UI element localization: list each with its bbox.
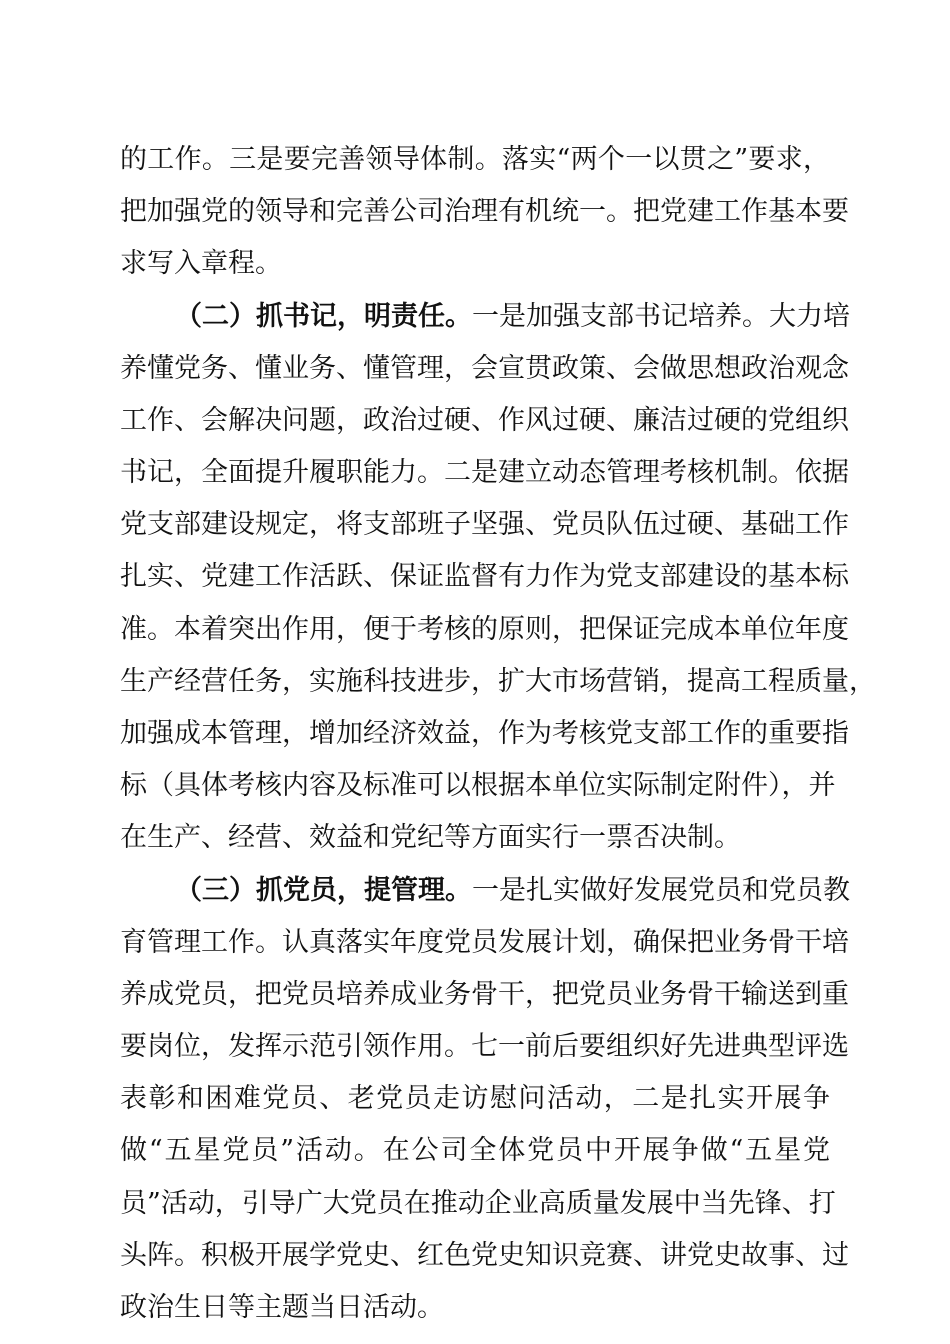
- text-line: 生产经营任务，实施科技进步，扩大市场营销，提高工程质量，: [120, 666, 876, 697]
- text-line: 扎实、党建工作活跃、保证监督有力作为党支部建设的基本标: [120, 561, 849, 592]
- text-line: 政治生日等主题当日活动。: [120, 1292, 444, 1323]
- paragraph-3-first-line: [175, 873, 850, 909]
- text-line: 表彰和困难党员、老党员走访慰问活动，二是扎实开展争: [120, 1083, 830, 1114]
- text-span: 一是加强支部书记培养。大力培: [472, 301, 850, 332]
- text-line: 要岗位，发挥示范引领作用。七一前后要组织好先进典型评选: [120, 1031, 849, 1062]
- section-heading: （二）抓书记，明责任。: [175, 301, 472, 332]
- text-line: 把加强党的领导和完善公司治理有机统一。把党建工作基本要: [120, 196, 849, 227]
- text-line: 的工作。三是要完善领导体制。落实“两个一以贯之”要求，: [120, 144, 830, 175]
- text-line: 在生产、经营、效益和党纪等方面实行一票否决制。: [120, 822, 741, 853]
- text-line: 准。本着突出作用，便于考核的原则，把保证完成本单位年度: [120, 614, 849, 645]
- text-line: 育管理工作。认真落实年度党员发展计划，确保把业务骨干培: [120, 927, 849, 958]
- text-line: 工作、会解决问题，政治过硬、作风过硬、廉洁过硬的党组织: [120, 405, 849, 436]
- text-line: 党支部建设规定，将支部班子坚强、党员队伍过硬、基础工作: [120, 509, 849, 540]
- paragraph-2-first-line: [175, 299, 850, 335]
- text-line: 书记，全面提升履职能力。二是建立动态管理考核机制。依据: [120, 457, 849, 488]
- text-line: 求写入章程。: [120, 248, 282, 279]
- text-line: 加强成本管理，增加经济效益，作为考核党支部工作的重要指: [120, 718, 849, 749]
- section-heading: （三）抓党员，提管理。: [175, 875, 472, 906]
- text-line: 员”活动，引导广大党员在推动企业高质量发展中当先锋、打: [120, 1188, 836, 1219]
- text-line: 养成党员，把党员培养成业务骨干，把党员业务骨干输送到重: [120, 979, 849, 1010]
- text-span: 一是扎实做好发展党员和党员教: [472, 875, 850, 906]
- text-line: 做“五星党员”活动。在公司全体党员中开展争做“五星党: [120, 1135, 830, 1166]
- text-line: 标（具体考核内容及标准可以根据本单位实际制定附件），并: [120, 770, 836, 801]
- text-line: 养懂党务、懂业务、懂管理，会宣贯政策、会做思想政治观念: [120, 353, 849, 384]
- text-line: 头阵。积极开展学党史、红色党史知识竞赛、讲党史故事、过: [120, 1240, 849, 1271]
